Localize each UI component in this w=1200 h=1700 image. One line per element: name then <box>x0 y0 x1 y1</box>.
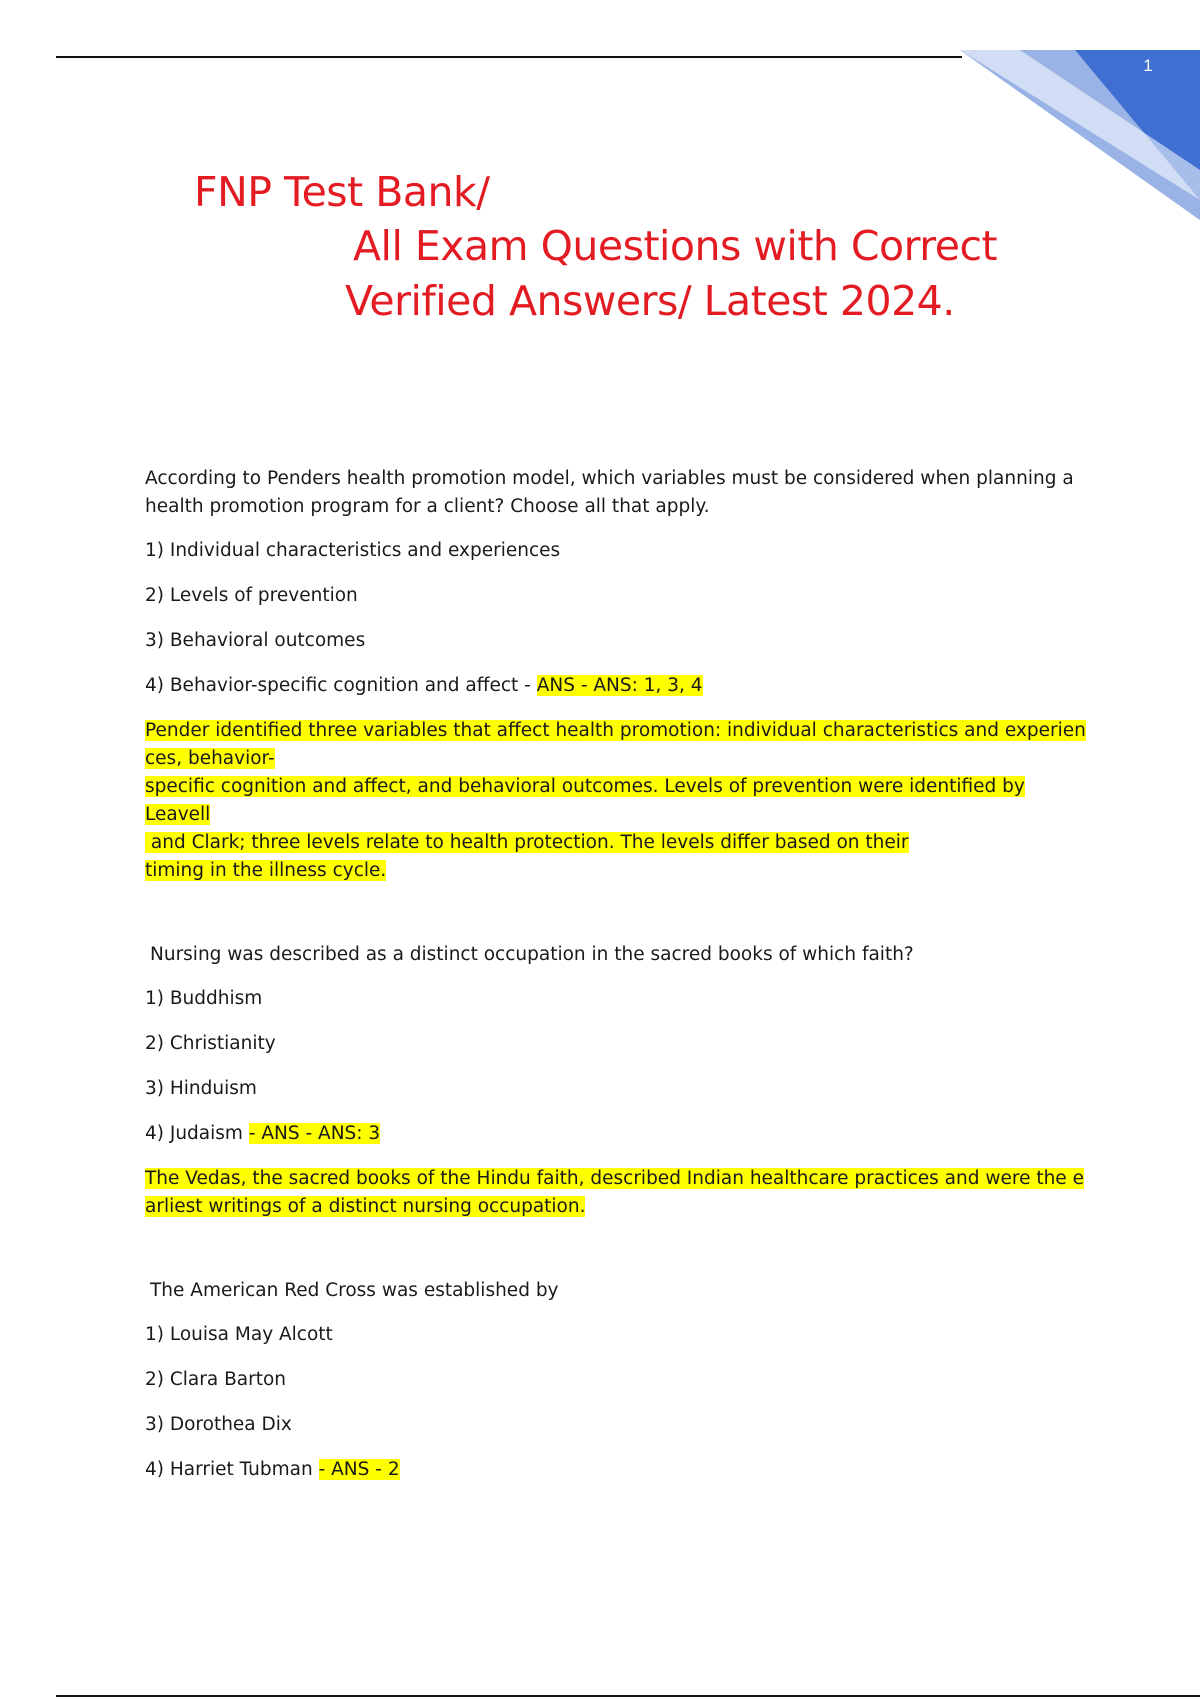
footer-rule <box>56 1695 1200 1697</box>
option: 1) Buddhism <box>145 988 263 1009</box>
answer-separator: - <box>518 675 537 696</box>
explanation-line: arliest writings of a distinct nursing occupation. <box>145 1196 586 1217</box>
option-with-answer <box>145 1120 1090 1148</box>
page-number: 1 <box>1143 56 1153 75</box>
option: 4) Judaism <box>145 1123 243 1144</box>
explanation-line: The Vedas, the sacred books of the Hindu faith, described Indian healthcare practices and were the e <box>145 1168 1084 1189</box>
explanation <box>145 717 1090 885</box>
title-line-1: FNP Test Bank/ <box>194 168 490 216</box>
option: 4) Harriet Tubman <box>145 1459 313 1480</box>
option: 2) Christianity <box>145 1033 276 1054</box>
answer-highlight: ANS - ANS: 1, 3, 4 <box>536 675 703 696</box>
question-list <box>145 465 1090 1501</box>
question-text: According to Penders health promotion model, which variables must be considered when planning a health promotion program for a client? Choose all that apply. <box>145 468 1074 517</box>
header-rule <box>56 56 962 58</box>
answer-highlight: - ANS - 2 <box>318 1459 400 1480</box>
explanation-line: specific cognition and affect, and behavioral outcomes. Levels of prevention were identified by Leavell <box>145 776 1025 825</box>
option: 4) Behavior-specific cognition and affect <box>145 675 519 696</box>
option: 2) Clara Barton <box>145 1369 287 1390</box>
question-text: Nursing was described as a distinct occupation in the sacred books of which faith? <box>150 944 914 965</box>
explanation-line: Pender identified three variables that affect health promotion: individual characteristics and experien <box>145 720 1086 741</box>
answer-highlight: - ANS - ANS: 3 <box>248 1123 381 1144</box>
corner-decoration <box>960 50 1200 220</box>
option: 3) Hinduism <box>145 1078 257 1099</box>
option: 1) Louisa May Alcott <box>145 1324 333 1345</box>
title-line-3: Verified Answers/ Latest 2024. <box>345 277 955 325</box>
option-with-answer <box>145 1456 1090 1484</box>
option: 1) Individual characteristics and experiences <box>145 540 561 561</box>
explanation <box>145 1165 1090 1221</box>
explanation-line: ces, behavior- <box>145 748 275 769</box>
question-block <box>145 465 1090 885</box>
title-line-2: All Exam Questions with Correct <box>353 222 998 270</box>
question-block <box>145 1277 1090 1484</box>
answer-separator <box>243 1123 249 1144</box>
option: 3) Dorothea Dix <box>145 1414 292 1435</box>
option-with-answer <box>145 672 1090 700</box>
answer-separator <box>313 1459 319 1480</box>
option: 2) Levels of prevention <box>145 585 358 606</box>
question-block <box>145 941 1090 1221</box>
explanation-line: timing in the illness cycle. <box>145 860 387 881</box>
option: 3) Behavioral outcomes <box>145 630 366 651</box>
question-text: The American Red Cross was established by <box>150 1280 559 1301</box>
explanation-line: and Clark; three levels relate to health protection. The levels differ based on their <box>145 832 909 853</box>
